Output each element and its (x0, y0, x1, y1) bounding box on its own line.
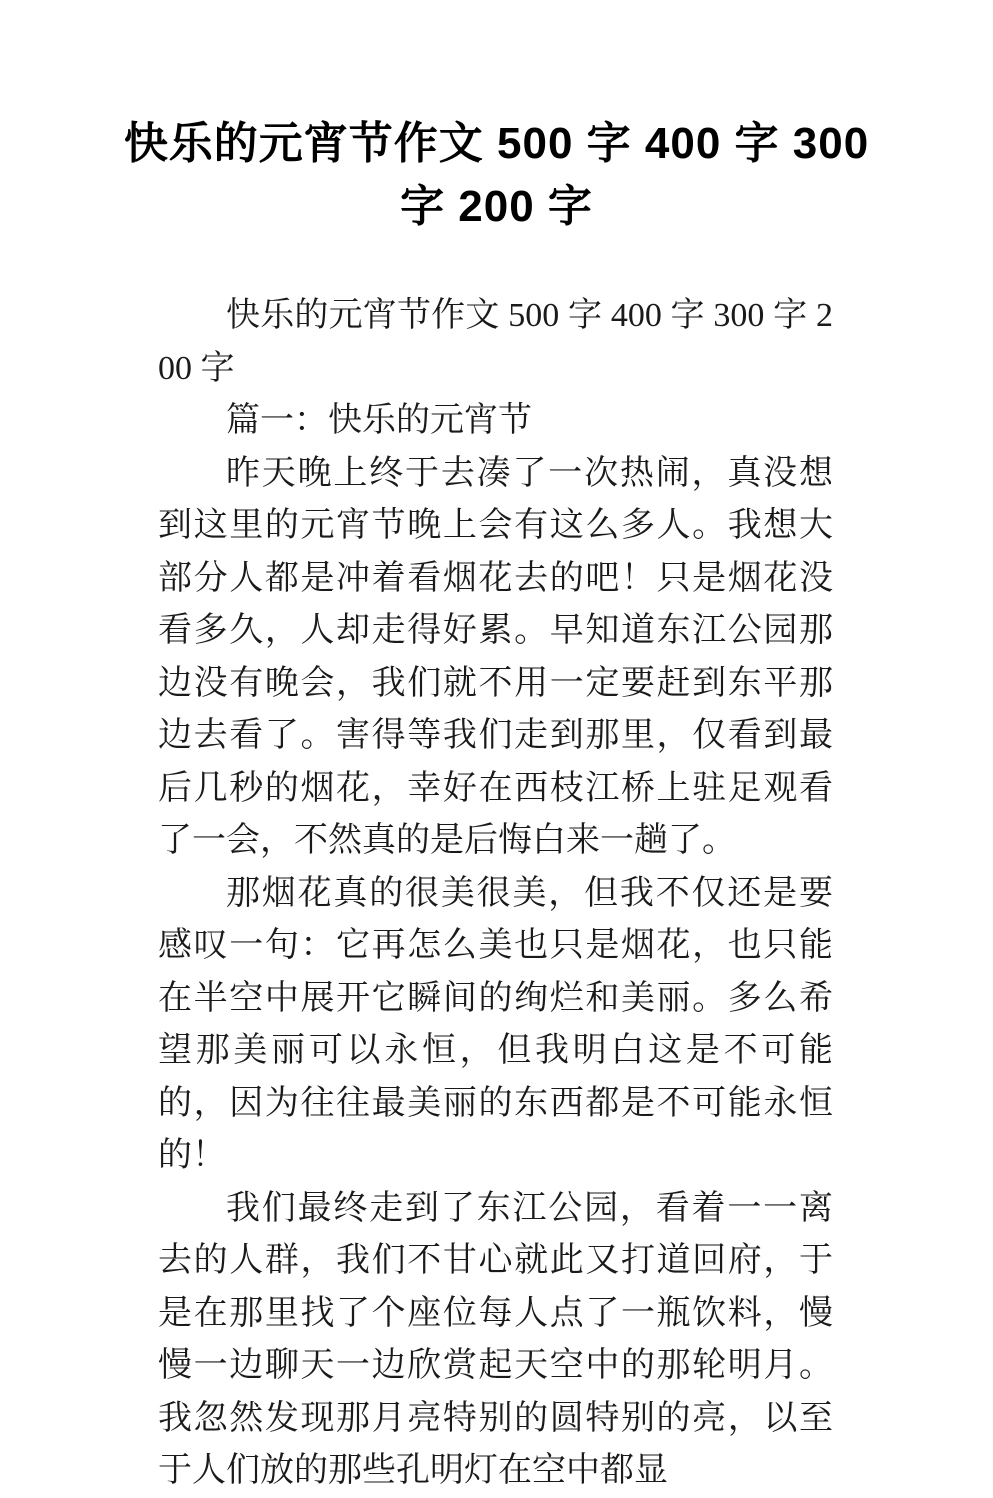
paragraph-1: 昨天晚上终于去凑了一次热闹，真没想到这里的元宵节晚上会有这么多人。我想大部分人都是冲着看烟花去的吧！只是烟花没看多久，人却走得好累。早知道东江公园那边没有晚会，我们就不用一定要赶到东平那边去看了。害得等我们走到那里，仅看到最后几秒的烟花，幸好在西枝江桥上驻足观看了一会，不然真的是后悔白来一趟了。 (158, 454, 833, 859)
paragraph-section-label: 篇一：快乐的元宵节 (226, 402, 532, 439)
paragraph-heading-repeat: 快乐的元宵节作文 500 字 400 字 300 字 200 字 (158, 297, 833, 387)
page-title-line-1: 快乐的元宵节作文 500 字 400 字 300 (123, 119, 870, 168)
paragraph-2: 那烟花真的很美很美，但我不仅还是要感叹一句：它再怎么美也只是烟花，也只能在半空中展开它瞬间的绚烂和美丽。多么希望那美丽可以永恒，但我明白这是不可能的，因为往往最美丽的东西都是不可能永恒的！ (158, 874, 833, 1174)
page-title-line-2: 字 200 字 (400, 182, 593, 231)
paragraph-3: 我们最终走到了东江公园，看着一一离去的人群，我们不甘心就此又打道回府，于是在那里找了个座位每人点了一瓶饮料，慢慢一边聊天一边欣赏起天空中的那轮明月。我忽然发现那月亮特别的圆特别的亮，以至于人们放的那些孔明灯在空中都显 (158, 1189, 833, 1489)
page-title (0, 0, 993, 238)
document-body (158, 290, 833, 1498)
